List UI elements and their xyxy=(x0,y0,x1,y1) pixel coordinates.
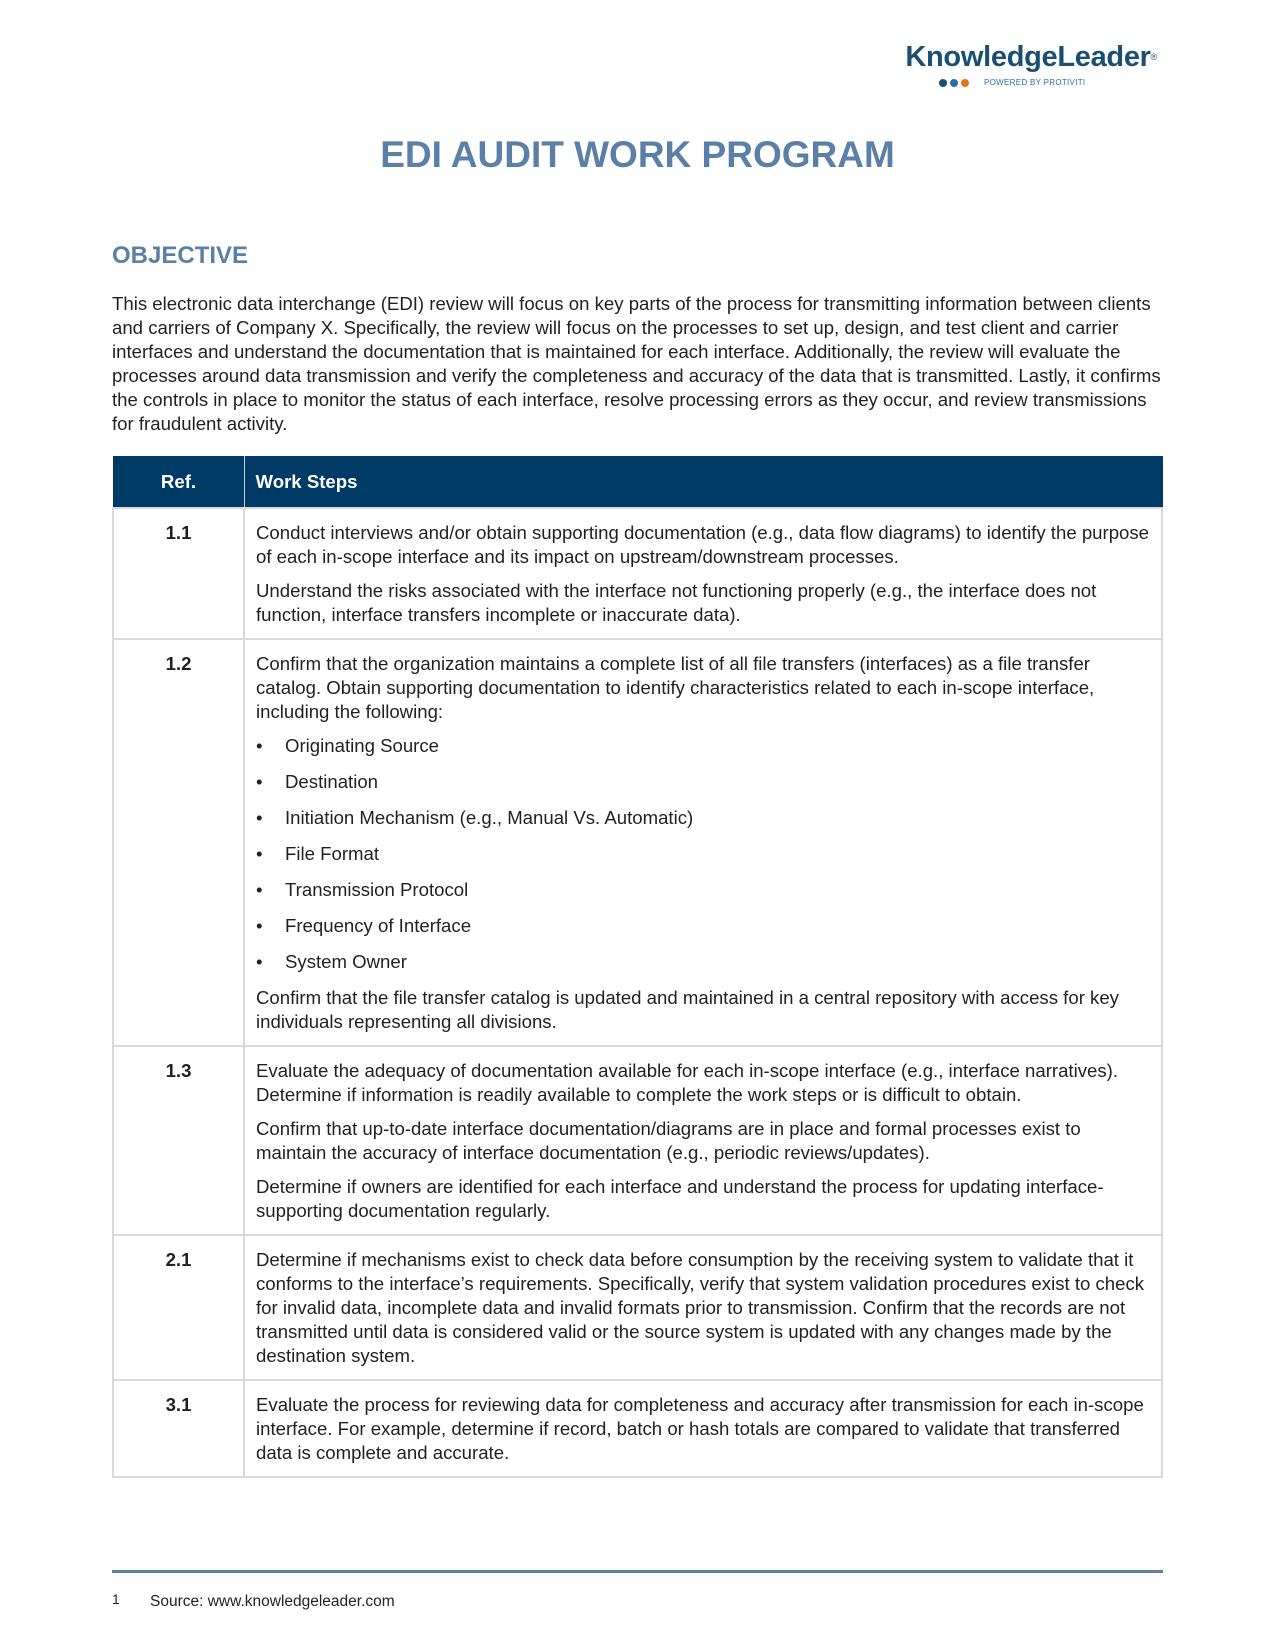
work-steps-cell xyxy=(244,1380,1162,1477)
work-program-table xyxy=(112,456,1163,1478)
bullet-icon: • xyxy=(256,807,263,828)
bullet-icon: • xyxy=(256,915,263,936)
footer-divider xyxy=(112,1570,1163,1573)
bullet-icon: • xyxy=(256,951,263,972)
characteristics-list xyxy=(256,734,1150,974)
logo-dot-icon xyxy=(950,79,958,87)
bullet-icon: • xyxy=(256,879,263,900)
work-steps-cell xyxy=(244,508,1162,639)
brand-logo xyxy=(897,40,1157,87)
footnote-page-number: 1 xyxy=(112,1591,120,1607)
list-item: • File Format xyxy=(256,843,380,864)
footnote-source: Source: www.knowledgeleader.com xyxy=(150,1593,395,1610)
list-item: • Destination xyxy=(256,771,379,792)
logo-tagline: POWERED BY PROTIVITI xyxy=(984,78,1086,87)
logo-tagline-row xyxy=(897,78,1157,87)
work-step-paragraph: Determine if mechanisms exist to check data before consumption by the receiving system to validate that it conforms to the interface’s requirements. Specifically, verify that system validation procedures exist to check for invalid data, incomplete data and invalid formats prior to transmission. Confirm that the records are not transmitted until data is considered valid or the source system is updated with any changes made by the destination system. xyxy=(256,1249,1145,1366)
logo-dot-icon xyxy=(939,79,947,87)
registered-mark: ® xyxy=(1150,52,1157,62)
table-row xyxy=(113,639,1162,1046)
list-item: • System Owner xyxy=(256,951,407,972)
list-item: • Frequency of Interface xyxy=(256,915,472,936)
table-row xyxy=(113,508,1162,639)
ref-column-header: Ref. xyxy=(113,457,244,509)
work-step-paragraph: Evaluate the adequacy of documentation available for each in-scope interface (e.g., interface narratives). Determine if information is readily available to complete the work steps or is difficult to obtain. xyxy=(256,1060,1119,1105)
table-row xyxy=(113,1235,1162,1380)
work-steps-cell xyxy=(244,639,1162,1046)
list-item: • Originating Source xyxy=(256,735,439,756)
table-row xyxy=(113,1380,1162,1477)
work-step-paragraph: Confirm that the file transfer catalog is updated and maintained in a central repository with access for key individuals representing all divisions. xyxy=(256,987,1119,1032)
work-steps-column-header: Work Steps xyxy=(244,457,1162,509)
ref-cell: 1.3 xyxy=(113,1046,244,1235)
work-step-paragraph: Conduct interviews and/or obtain supporting documentation (e.g., data flow diagrams) to identify the purpose of each in-scope interface and its impact on upstream/downstream processes. xyxy=(256,522,1150,567)
work-step-paragraph: Evaluate the process for reviewing data for completeness and accuracy after transmission for each in-scope interface. For example, determine if record, batch or hash totals are compared to validate that transferred data is complete and accurate. xyxy=(256,1394,1144,1463)
ref-cell: 2.1 xyxy=(113,1235,244,1380)
work-step-paragraph: Determine if owners are identified for each interface and understand the process for updating interface-supporting documentation regularly. xyxy=(256,1176,1104,1221)
work-steps-cell xyxy=(244,1235,1162,1380)
bullet-icon: • xyxy=(256,735,263,756)
document-title: EDI AUDIT WORK PROGRAM xyxy=(380,134,895,175)
work-step-paragraph: Understand the risks associated with the interface not functioning properly (e.g., the interface does not function, interface transfers incomplete or inaccurate data). xyxy=(256,580,1097,625)
table-header-row xyxy=(113,457,1162,509)
list-item: • Initiation Mechanism (e.g., Manual Vs. Automatic) xyxy=(256,807,694,828)
ref-cell: 1.2 xyxy=(113,639,244,1046)
objective-heading: OBJECTIVE xyxy=(112,242,249,269)
ref-cell: 3.1 xyxy=(113,1380,244,1477)
logo-dot-icon xyxy=(961,79,969,87)
work-step-paragraph: Confirm that up-to-date interface documentation/diagrams are in place and formal processes exist to maintain the accuracy of interface documentation (e.g., periodic reviews/updates). xyxy=(256,1118,1081,1163)
work-steps-cell xyxy=(244,1046,1162,1235)
ref-cell: 1.1 xyxy=(113,508,244,639)
list-item: • Transmission Protocol xyxy=(256,879,469,900)
table-row xyxy=(113,1046,1162,1235)
work-step-paragraph: Confirm that the organization maintains a complete list of all file transfers (interfaces) as a file transfer catalog. Obtain supporting documentation to identify characteristics related to each in-scope interface, including the following: xyxy=(256,653,1095,722)
logo-wordmark: KnowledgeLeader® xyxy=(905,41,1157,73)
bullet-icon: • xyxy=(256,843,263,864)
objective-text: This electronic data interchange (EDI) review will focus on key parts of the process for transmitting information between clients and carriers of Company X. Specifically, the review will focus on the processes to set up, design, and test client and carrier interfaces and understand the documentation that is maintained for each interface. Additionally, the review will evaluate the processes around data transmission and verify the completeness and accuracy of the data that is transmitted. Lastly, it confirms the controls in place to monitor the status of each interface, resolve processing errors as they occur, and review transmissions for fraudulent activity. xyxy=(112,293,1161,434)
bullet-icon: • xyxy=(256,771,263,792)
